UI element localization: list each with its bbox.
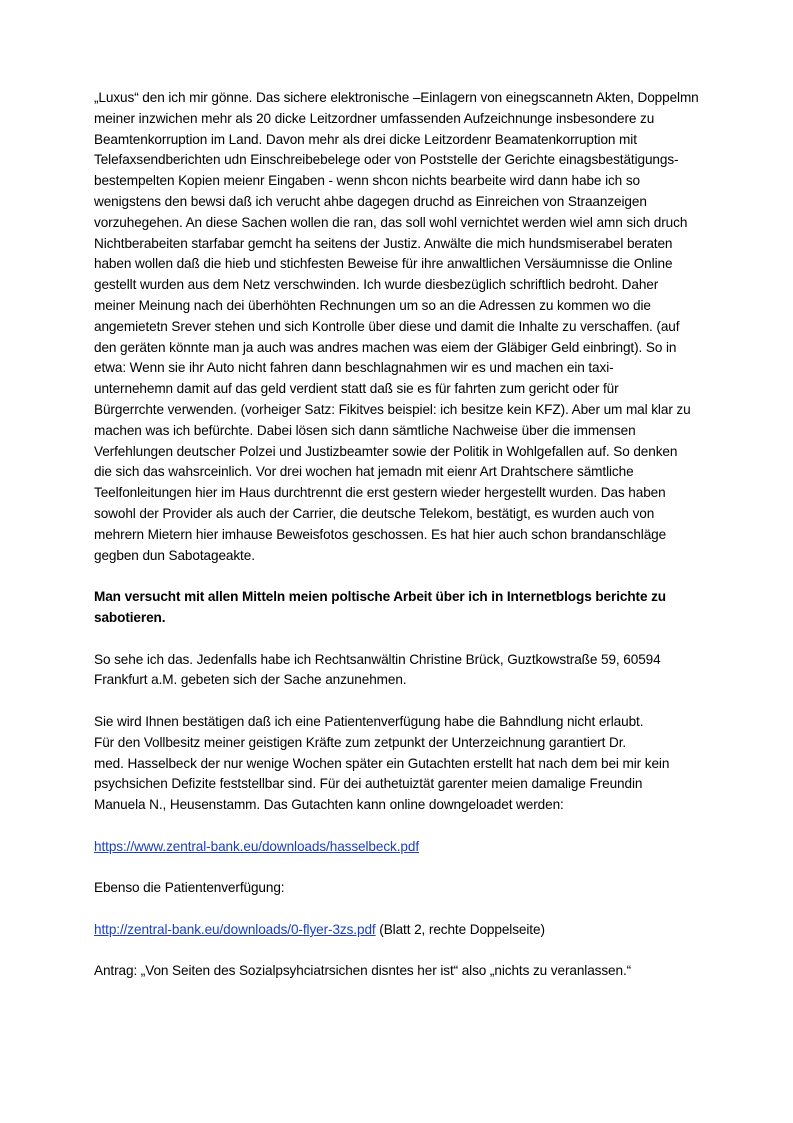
text-line: etwa: Wenn sie ihr Auto nicht fahren dann beschlagnahmen wir es und machen ein taxi- [94, 360, 614, 376]
paragraph-lawyer [94, 650, 714, 692]
text-line: Man versucht mit allen Mitteln meien poltische Arbeit über ich in Internetblogs berichte zu [94, 589, 667, 605]
text-line: Für den Vollbesitz meiner geistigen Kräfte zum zetpunkt der Unterzeichnung garantiert Dr. [94, 734, 627, 750]
text-line: Frankfurt a.M. gebeten sich der Sache anzunehmen. [94, 672, 407, 688]
text-line: Beamtenkorruption im Land. Davon mehr als drei dicke Leitzordenr Beamatenkorruption mit [94, 131, 637, 147]
text-line: „Luxus“ den ich mir gönne. Das sichere elektronische –Einlagern von einegscannetn Akten, Doppelmn [94, 90, 699, 105]
text-line: Bürgerrchte verwenden. (vorheiger Satz: Fikitves beispiel: ich besitze kein KFZ). Aber um mal klar zu [94, 401, 691, 417]
text-line: Ebenso die Patientenverfügung: [94, 880, 285, 896]
text-line: sowohl der Provider als auch der Carrier, die deutsche Telekom, bestätigt, es wurden auch von [94, 505, 655, 521]
text-line: gegben dun Sabotageakte. [94, 547, 255, 563]
paragraph-request [94, 961, 714, 982]
text-line: Nichtberabeiten starfabar gemcht ha seitens der Justiz. Anwälte die mich hundsmiserabel beraten [94, 235, 673, 251]
paragraph-archive-sabotage [94, 88, 714, 566]
text-line: meiner inzwichen mehr als 20 dicke Leitzordner umfassenden Aufzeichnunge insbesondere zu [94, 110, 655, 126]
document-page [94, 88, 714, 1003]
text-line: mehrern Mietern hier imhause Beweisfotos geschossen. Es hat hier auch schon brandanschläge [94, 526, 667, 542]
report-pdf-link[interactable]: https://www.zentral-bank.eu/downloads/hasselbeck.pdf [94, 838, 420, 854]
paragraph-link-flyer [94, 920, 714, 941]
text-line: Teelfonleitungen hier im Haus durchtrennt die erst gestern wieder hergestellt wurden. Das haben [94, 485, 666, 501]
paragraph-directive-intro [94, 878, 714, 899]
text-line: med. Hasselbeck der nur wenige Wochen später ein Gutachten erstellt hat nach dem bei mir kein [94, 755, 670, 771]
text-line: angemietetn Srever stehen und sich Kontrolle über diese und damit die Inhalte zu verschaffen. (auf [94, 318, 680, 334]
text-line: Manuela N., Heusenstamm. Das Gutachten kann online downgeloadet werden: [94, 797, 564, 813]
flyer-pdf-link[interactable]: http://zentral-bank.eu/downloads/0-flyer-3zs.pdf [94, 921, 376, 937]
text-line: Verfehlungen deutscher Polzei und Justizbeamter sowie der Politik in Wohlgefallen auf. So denken [94, 443, 678, 459]
paragraph-patient-directive [94, 712, 714, 816]
text-line: gestellt wurden aus dem Netz verschwinden. Ich wurde diesbezüglich schriftlich bedroht. Daher [94, 277, 659, 293]
text-line: sabotieren. [94, 609, 166, 625]
flyer-line [94, 920, 714, 941]
text-line: meiner Meinung nach dei überhöhten Rechnungen um so an die Adressen zu kommen wo die [94, 297, 651, 313]
text-line: psychsichen Defizite feststellbar sind. Für dei authetuiztät garenter meien damalige Freundin [94, 776, 643, 792]
text-line: den geräten könnte man ja auch was andres machen was eiem der Gläbiger Geld einbringt). So in [94, 339, 677, 355]
text-line: haben wollen daß die hieb und stichfesten Beweise für ihre anwaltlichen Versäumnisse die Online [94, 256, 673, 272]
text-line: Telefaxsendberichten udn Einschreibebelege oder von Poststelle der Gerichte einagsbestätigungs- [94, 152, 679, 168]
text-line: machen was ich befürchte. Dabei lösen sich dann sämtliche Nachweise über die immensen [94, 422, 636, 438]
text-line: unternehemn damit auf das geld verdient statt daß sie es für fahrten zum gericht oder für [94, 381, 619, 397]
text-line: vorzuhegehen. An diese Sachen wollen die ran, das soll wohl vernichtet werden wiel amn sich druch [94, 214, 688, 230]
text-line: Sie wird Ihnen bestätigen daß ich eine Patientenverfügung habe die Bahndlung nicht erlaubt. [94, 713, 644, 729]
bold-statement [94, 587, 714, 629]
flyer-link-note: (Blatt 2, rechte Doppelseite) [375, 921, 545, 937]
paragraph-link-report [94, 837, 714, 858]
text-line: bestempelten Kopien meienr Eingaben - wenn shcon nichts bearbeite wird dann habe ich so [94, 173, 640, 189]
text-line: So sehe ich das. Jedenfalls habe ich Rechtsanwältin Christine Brück, Guztkowstraße 59, 60594 [94, 651, 661, 667]
text-line: Antrag: „Von Seiten des Sozialpsyhciatrsichen disntes her ist“ also „nichts zu veranlassen.“ [94, 963, 632, 979]
text-line: wenigstens den bewsi daß ich verucht ahbe dagegen druchd as Einreichen von Straanzeigen [94, 193, 647, 209]
text-line: die sich das wahsrceinlich. Vor drei wochen hat jemadn mit eienr Art Drahtschere sämtliche [94, 464, 634, 480]
